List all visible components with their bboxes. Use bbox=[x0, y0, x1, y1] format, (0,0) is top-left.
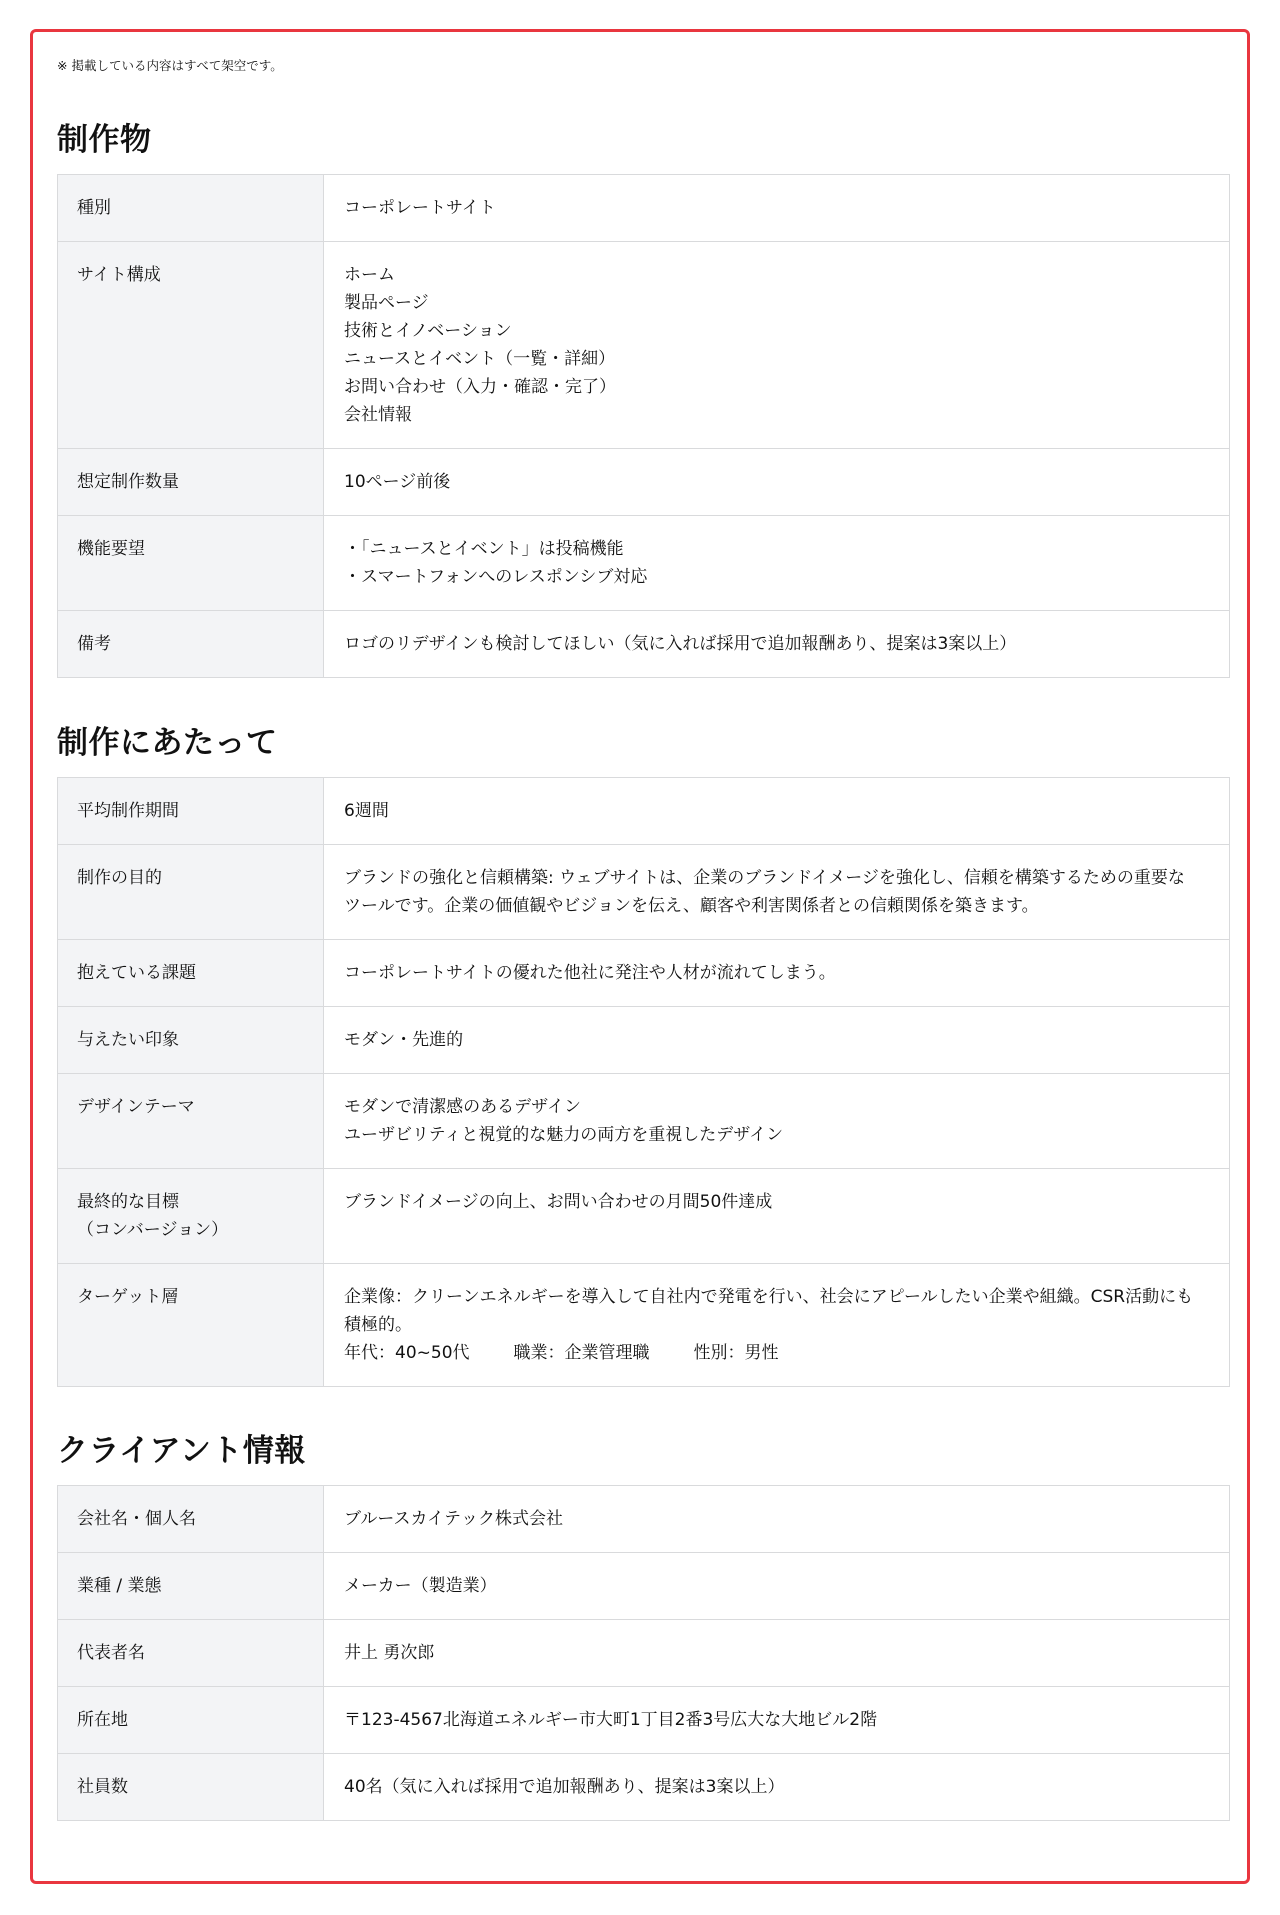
row-label: 所在地 bbox=[77, 1710, 128, 1730]
row-value-cell bbox=[324, 242, 1230, 449]
row-value-line: 〒123-4567北海道エネルギー市大町1丁目2番3号広大な大地ビル2階 bbox=[344, 1710, 878, 1730]
row-label: 最終的な目標 bbox=[77, 1192, 179, 1212]
row-value-line: ホーム bbox=[344, 265, 395, 285]
target-attribute: 職業：企業管理職 bbox=[513, 1343, 650, 1363]
table-row bbox=[58, 516, 1230, 611]
target-attributes bbox=[344, 1339, 1201, 1367]
row-value-line: メーカー（製造業） bbox=[344, 1576, 497, 1596]
row-value-cell bbox=[324, 1687, 1230, 1754]
section-title: 制作にあたって bbox=[57, 725, 278, 761]
table-row bbox=[58, 1687, 1230, 1754]
row-label-cell bbox=[58, 1754, 324, 1821]
row-label: 機能要望 bbox=[77, 539, 145, 559]
row-label-cell bbox=[58, 611, 324, 678]
row-label-cell bbox=[58, 778, 324, 845]
row-label: 社員数 bbox=[77, 1777, 128, 1797]
document-frame bbox=[30, 29, 1250, 1884]
row-value-cell bbox=[324, 845, 1230, 940]
row-value-line: モダンで清潔感のあるデザイン bbox=[344, 1097, 581, 1117]
row-value-line: ・「ニュースとイベント」は投稿機能 bbox=[344, 539, 624, 559]
disclaimer-note: ※ 掲載している内容はすべて架空です。 bbox=[57, 58, 283, 73]
row-value-cell bbox=[324, 516, 1230, 611]
row-label: ターゲット層 bbox=[77, 1287, 179, 1307]
target-attribute: 性別：男性 bbox=[693, 1343, 779, 1363]
row-label-cell bbox=[58, 1264, 324, 1387]
table-row bbox=[58, 1553, 1230, 1620]
row-value-line: ブランドイメージの向上、お問い合わせの月間50件達成 bbox=[344, 1192, 773, 1212]
row-value-line: 10ページ前後 bbox=[344, 472, 451, 492]
row-label: デザインテーマ bbox=[77, 1097, 195, 1117]
row-value-cell bbox=[324, 1264, 1230, 1387]
row-value-cell bbox=[324, 175, 1230, 242]
row-value-cell bbox=[324, 1169, 1230, 1264]
row-value-line: 6週間 bbox=[344, 801, 389, 821]
row-value-cell bbox=[324, 449, 1230, 516]
row-label: 想定制作数量 bbox=[77, 472, 179, 492]
row-value-line: ニュースとイベント（一覧・詳細） bbox=[344, 349, 616, 369]
table-row bbox=[58, 845, 1230, 940]
row-label: 会社名・個人名 bbox=[77, 1509, 196, 1529]
row-label: 平均制作期間 bbox=[77, 801, 179, 821]
row-value-line: モダン・先進的 bbox=[344, 1030, 464, 1050]
row-value-line: ブランドの強化と信頼構築: ウェブサイトは、企業のブランドイメージを強化し、信頼を構築するための重要なツールです。企業の価値観やビジョンを伝え、顧客や利害関係者との信頼関係を築きます。 bbox=[344, 868, 1185, 916]
row-value-line: 井上 勇次郎 bbox=[344, 1643, 435, 1663]
row-label-cell bbox=[58, 1169, 324, 1264]
table-row bbox=[58, 1620, 1230, 1687]
table-row bbox=[58, 1169, 1230, 1264]
row-value-line: ロゴのリデザインも検討してほしい（気に入れば採用で追加報酬あり、提案は3案以上） bbox=[344, 634, 1017, 654]
row-label-cell bbox=[58, 1553, 324, 1620]
row-value-line: 技術とイノベーション bbox=[344, 321, 512, 341]
row-value-cell bbox=[324, 1486, 1230, 1553]
row-label-cell bbox=[58, 516, 324, 611]
row-value-cell bbox=[324, 1074, 1230, 1169]
row-label-cell bbox=[58, 1074, 324, 1169]
row-value-line: コーポレートサイトの優れた他社に発注や人材が流れてしまう。 bbox=[344, 963, 836, 983]
section-title: クライアント情報 bbox=[57, 1433, 306, 1469]
row-label: 代表者名 bbox=[77, 1643, 145, 1663]
table-row bbox=[58, 1074, 1230, 1169]
table-row bbox=[58, 449, 1230, 516]
table-row bbox=[58, 1264, 1230, 1387]
row-value-cell bbox=[324, 940, 1230, 1007]
table-row bbox=[58, 778, 1230, 845]
row-label-cell bbox=[58, 1687, 324, 1754]
row-value-cell bbox=[324, 1754, 1230, 1821]
row-value-line: ブルースカイテック株式会社 bbox=[344, 1509, 563, 1529]
row-label-cell bbox=[58, 175, 324, 242]
row-label: 業種 / 業態 bbox=[77, 1576, 162, 1596]
table-row bbox=[58, 175, 1230, 242]
sections-container bbox=[57, 120, 1230, 1821]
table-row bbox=[58, 940, 1230, 1007]
row-value-line: ユーザビリティと視覚的な魅力の両方を重視したデザイン bbox=[344, 1125, 784, 1145]
info-table bbox=[57, 174, 1230, 678]
row-value-cell bbox=[324, 1007, 1230, 1074]
row-value-line: 企業像：クリーンエネルギーを導入して自社内で発電を行い、社会にアピールしたい企業や組織。CSR活動にも積極的。 bbox=[344, 1287, 1194, 1335]
section-3 bbox=[57, 1431, 1230, 1821]
section-1 bbox=[57, 120, 1230, 678]
row-label: 制作の目的 bbox=[77, 868, 162, 888]
row-value-line: お問い合わせ（入力・確認・完了） bbox=[344, 377, 616, 397]
row-label: 抱えている課題 bbox=[77, 963, 196, 983]
row-label: サイト構成 bbox=[77, 265, 161, 285]
row-label: 備考 bbox=[77, 634, 111, 654]
row-label-cell bbox=[58, 449, 324, 516]
section-2 bbox=[57, 723, 1230, 1387]
row-label-cell bbox=[58, 940, 324, 1007]
row-label: 種別 bbox=[77, 198, 111, 218]
row-value-cell bbox=[324, 1553, 1230, 1620]
document-content bbox=[57, 32, 1230, 1821]
row-value-line: コーポレートサイト bbox=[344, 198, 496, 218]
row-label-cell bbox=[58, 242, 324, 449]
row-label-cell bbox=[58, 1620, 324, 1687]
table-row bbox=[58, 1007, 1230, 1074]
row-value-line: 会社情報 bbox=[344, 405, 412, 425]
row-value-cell bbox=[324, 1620, 1230, 1687]
row-label-cell bbox=[58, 845, 324, 940]
section-title: 制作物 bbox=[57, 122, 152, 158]
row-label-cell bbox=[58, 1486, 324, 1553]
table-row bbox=[58, 1754, 1230, 1821]
table-row bbox=[58, 1486, 1230, 1553]
row-label-cell bbox=[58, 1007, 324, 1074]
row-value-line: 40名（気に入れば採用で追加報酬あり、提案は3案以上） bbox=[344, 1777, 785, 1797]
row-value-line: ・スマートフォンへのレスポンシブ対応 bbox=[344, 567, 648, 587]
row-label: 与えたい印象 bbox=[77, 1030, 179, 1050]
row-label: （コンバージョン） bbox=[77, 1220, 229, 1240]
info-table bbox=[57, 1485, 1230, 1821]
info-table bbox=[57, 777, 1230, 1387]
row-value-cell bbox=[324, 778, 1230, 845]
table-row bbox=[58, 611, 1230, 678]
table-row bbox=[58, 242, 1230, 449]
target-attribute: 年代：40~50代 bbox=[344, 1343, 470, 1363]
row-value-line: 製品ページ bbox=[344, 293, 429, 313]
row-value-cell bbox=[324, 611, 1230, 678]
